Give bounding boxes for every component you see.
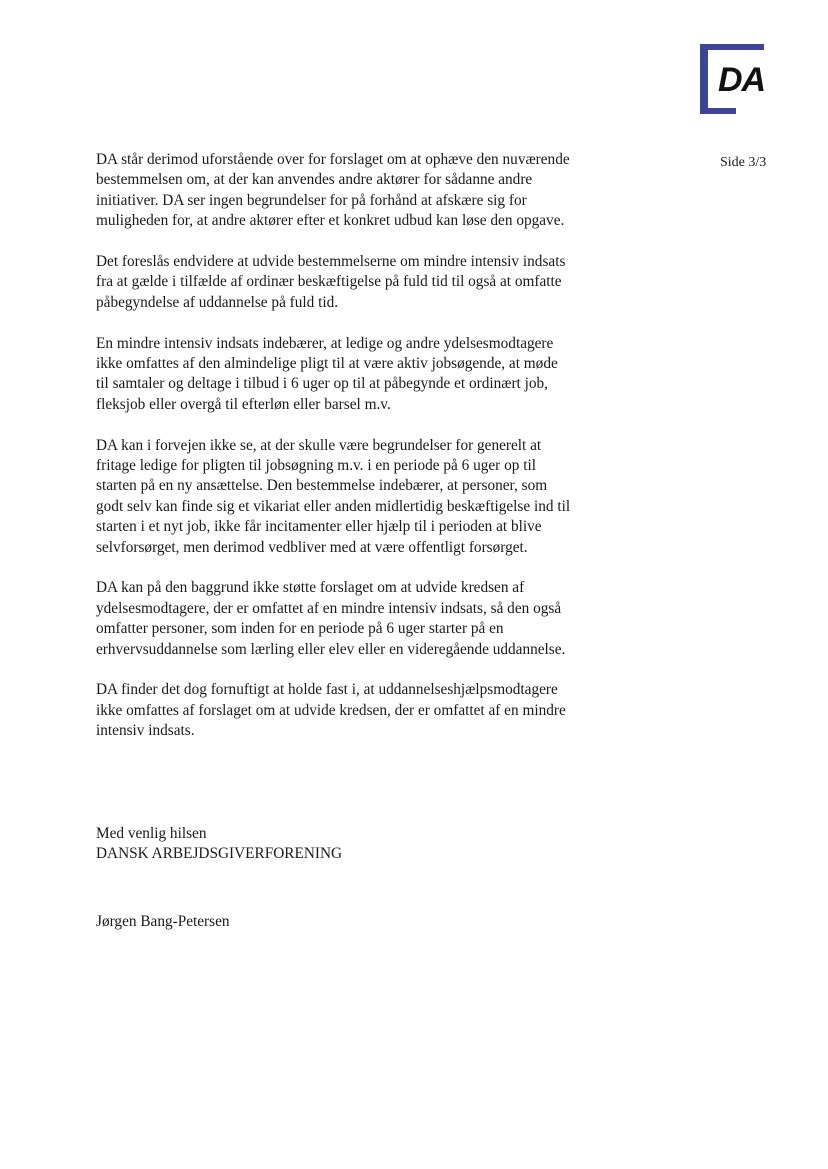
page-number: Side 3/3 [720, 155, 767, 170]
paragraph: En mindre intensiv indsats indebærer, at ledige og andre ydelsesmodtagere ikke omfattes af den almindelige pligt til at være aktiv jobsøgende, at møde til samtaler og deltage i tilbud i 6 uger op til at påbegynde et ordinært job, fleksjob eller overgå til efterløn eller barsel m.v. [96, 334, 558, 413]
paragraph: DA står derimod uforstående over for forslaget om at ophæve den nuværende bestemmelsen om, at der kan anvendes andre aktører for sådanne andre initiativer. DA ser ingen begrundelser for på forhånd at afskære sig for muligheden for, at andre aktører efter et konkret udbud kan løse den opgave. [96, 151, 570, 230]
logo-bracket-left [700, 44, 708, 114]
closing-organization: DANSK ARBEJDSGIVERFORENING [96, 845, 343, 863]
signer-name: Jørgen Bang-Petersen [96, 913, 230, 930]
paragraph: DA kan i forvejen ikke se, at der skulle være begrundelser for generelt at fritage ledige for pligten til jobsøgning m.v. i en periode på 6 uger op til starten på en ny ansættelse. Den bestemmelse indebærer, at personer, som godt selv kan finde sig et vikariat eller anden midlertidig beskæftigelse ind til starten i et nyt job, ikke får incitamenter eller hjælp til i perioden at blive selvforsørget, men derimod vedbliver med at være offentligt forsørget. [96, 436, 571, 556]
closing-block [96, 824, 342, 865]
da-logo [700, 44, 766, 120]
logo-bracket-bottom [700, 108, 736, 114]
closing-greeting: Med venlig hilsen [96, 825, 207, 842]
paragraph: DA kan på den baggrund ikke støtte forslaget om at udvide kredsen af ydelsesmodtagere, der er omfattet af en mindre intensiv indsats, så den også omfatter personer, som inden for en periode på 6 uger starter på en erhvervsuddannelse som lærling eller elev eller en videregående uddannelse. [96, 579, 566, 658]
logo-letters: DA [718, 61, 766, 99]
logo-bracket-top [700, 44, 764, 50]
letter-body [96, 150, 574, 762]
paragraph: Det foreslås endvidere at udvide bestemmelserne om mindre intensiv indsats fra at gælde i tilfælde af ordinær beskæftigelse på fuld tid til også at omfatte påbegyndelse af uddannelse på fuld tid. [96, 253, 566, 311]
paragraph: DA finder det dog fornuftigt at holde fast i, at uddannelseshjælpsmodtagere ikke omfattes af forslaget om at udvide kredsen, der er omfattet af en mindre intensiv indsats. [96, 681, 566, 740]
